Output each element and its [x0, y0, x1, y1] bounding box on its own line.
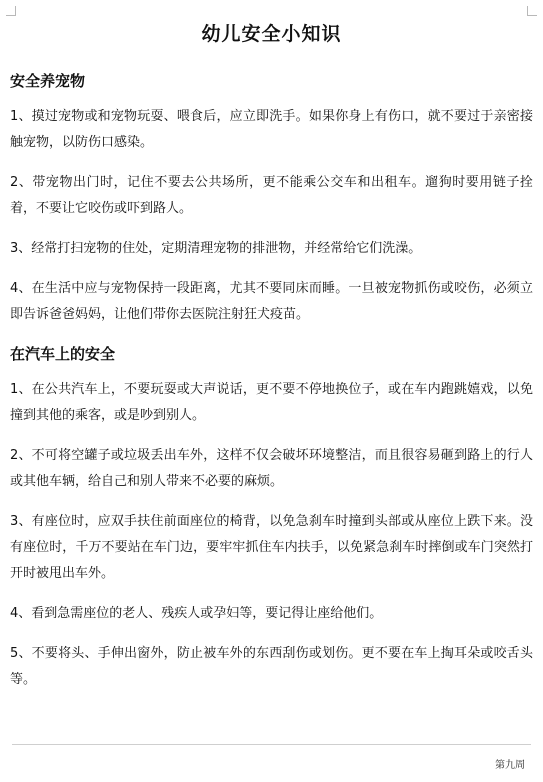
car-safety-item-4: 4、看到急需座位的老人、残疾人或孕妇等，要记得让座给他们。: [10, 606, 383, 621]
car-safety-item-1: 1、在公共汽车上，不要玩耍或大声说话，更不要不停地换位子，或在车内跑跳嬉戏，以免撞到其他的乘客，或是吵到别人。: [10, 382, 533, 423]
pet-safety-item-3: 3、经常打扫宠物的住处，定期清理宠物的排泄物，并经常给它们洗澡。: [10, 241, 422, 256]
document-page: [10, 0, 533, 693]
pet-safety-item-1: 1、摸过宠物或和宠物玩耍、喂食后，应立即洗手。如果你身上有伤口，就不要过于亲密接触宠物，以防伤口感染。: [10, 109, 533, 150]
car-safety-item-3: 3、有座位时，应双手扶住前面座位的椅背，以免急刹车时撞到头部或从座位上跌下来。没有座位时，千万不要站在车门边，要牢牢抓住车内扶手，以免紧急刹车时摔倒或车门突然打开时被甩出车外。: [10, 514, 533, 581]
pet-safety-item-4: 4、在生活中应与宠物保持一段距离，尤其不要同床而睡。一旦被宠物抓伤或咬伤，必须立即告诉爸爸妈妈，让他们带你去医院注射狂犬疫苗。: [10, 281, 533, 322]
document-title: 幼儿安全小知识: [201, 23, 342, 45]
section-heading-pet-safety: 安全养宠物: [10, 72, 86, 90]
car-safety-item-2: 2、不可将空罐子或垃圾丢出车外，这样不仅会破坏环境整洁，而且很容易砸到路上的行人或其他车辆，给自己和别人带来不必要的麻烦。: [10, 448, 533, 489]
pet-safety-item-2: 2、带宠物出门时，记住不要去公共场所，更不能乘公交车和出租车。遛狗时要用链子拴着，不要让它咬伤或吓到路人。: [10, 175, 533, 216]
section-heading-car-safety: 在汽车上的安全: [10, 345, 116, 363]
page-number: 第九周: [495, 760, 525, 771]
footer-divider: [12, 744, 531, 745]
car-safety-item-5: 5、不要将头、手伸出窗外，防止被车外的东西刮伤或划伤。更不要在车上掏耳朵或咬舌头等。: [10, 646, 533, 687]
